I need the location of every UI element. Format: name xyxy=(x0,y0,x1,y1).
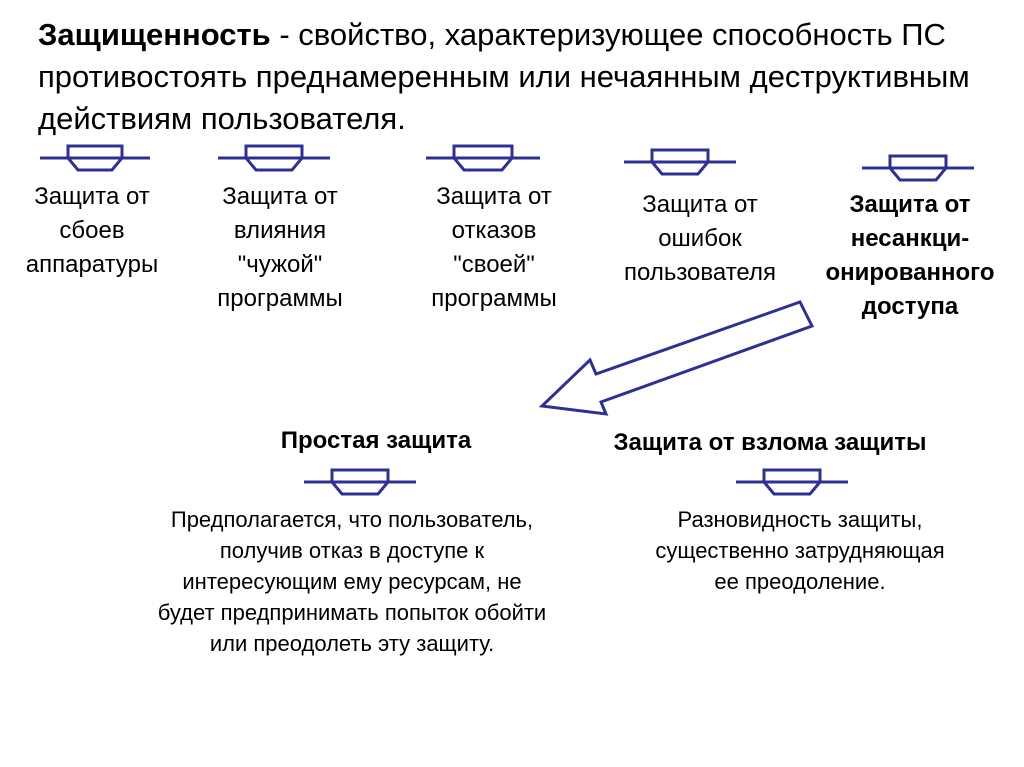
down-arrow-icon-6 xyxy=(304,470,416,494)
category-own-program: Защита от отказов "своей" программы xyxy=(431,183,557,312)
definition-body: - свойство, характеризующее способность ПС противостоять преднамеренным или нечаянным деструктивным действиям пользователя. xyxy=(38,17,970,136)
subtype-anti-hacking-description: Разновидность защиты, существенно затрудняющая ее преодоление. xyxy=(655,507,945,594)
subtype-simple-protection-title: Простая защита xyxy=(280,427,472,454)
big-diagonal-arrow-icon xyxy=(542,302,812,414)
subtype-anti-hacking-title: Защита от взлома защиты xyxy=(613,429,927,456)
category-unauthorized-access: Защита от несанкци- онированного доступа xyxy=(825,191,995,320)
down-arrow-icon-4 xyxy=(624,150,736,174)
definition-term: Защищенность xyxy=(38,17,271,52)
down-arrow-icon-2 xyxy=(218,146,330,170)
subtype-simple-protection-description: Предполагается, что пользователь, получив отказ в доступе к интересующим ему ресурсам, не будет предпринимать попыток обойти или преодолеть эту защиту. xyxy=(157,507,547,656)
down-arrow-icon-5 xyxy=(862,156,974,180)
category-foreign-program: Защита от влияния "чужой" программы xyxy=(217,183,343,312)
category-user-errors: Защита от ошибок пользователя xyxy=(624,191,776,286)
down-arrow-icon-7 xyxy=(736,470,848,494)
down-arrow-icon-3 xyxy=(426,146,540,170)
category-hardware-failures: Защита от сбоев аппаратуры xyxy=(25,183,159,278)
down-arrow-icon-1 xyxy=(40,146,150,170)
